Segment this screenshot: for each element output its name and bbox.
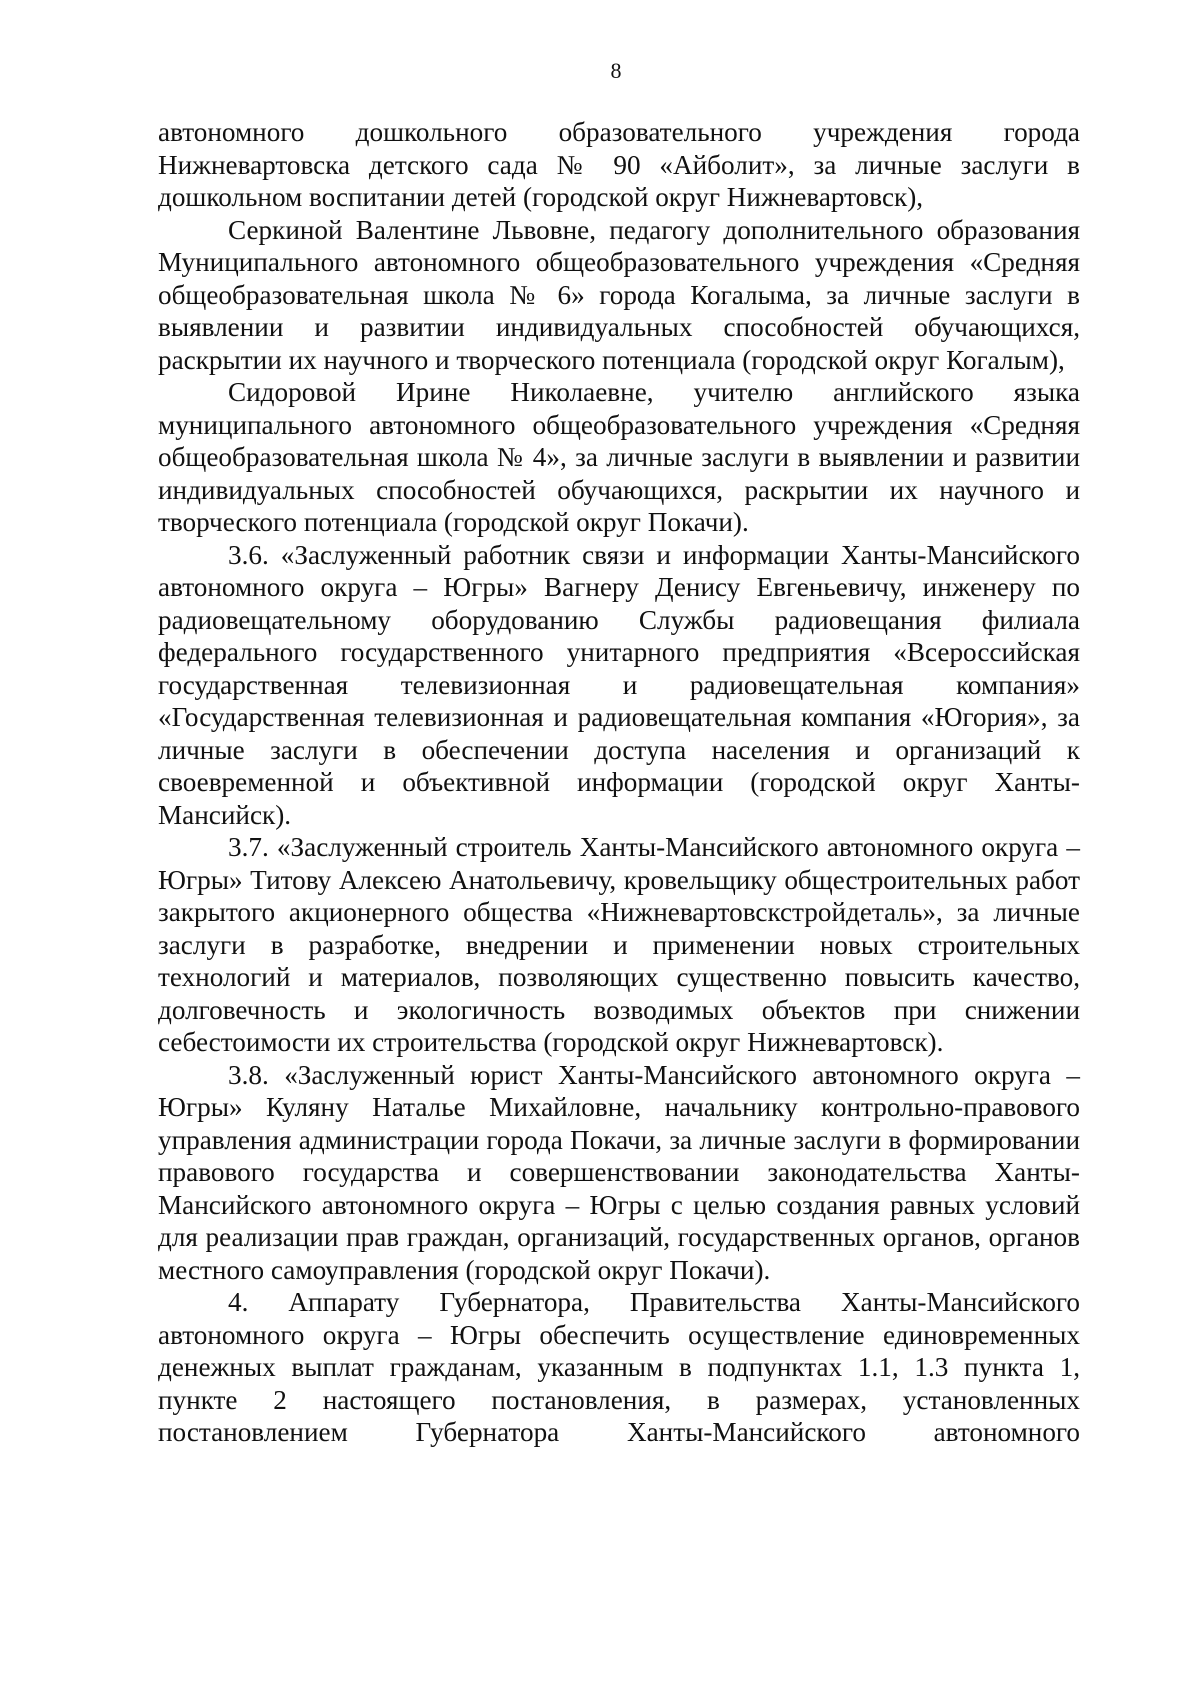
paragraph-sidorova: Сидоровой Ирине Николаевне, учителю английского языка муниципального автономного общеобразовательного учреждения «Средняя общеобразовательная школа № 4», за личные заслуги в выявлении и развитии индивидуальных способностей обучающихся, раскрытии их научного и творческого потенциала (городской округ Покачи). — [158, 377, 1080, 537]
paragraph-serkina: Серкиной Валентине Львовне, педагогу дополнительного образования Муниципального автономного общеобразовательного учреждения «Средняя общеобразовательная школа № 6» города Когалыма, за личные заслуги в выявлении и развитии индивидуальных способностей обучающихся, раскрытии их научного и творческого потенциала (городской округ Когалым), — [158, 214, 1080, 375]
document-body — [158, 116, 1080, 1449]
paragraph-3-6-communications-worker: 3.6. «Заслуженный работник связи и информации Ханты-Мансийского автономного округа – Югры» Вагнеру Денису Евгеньевичу, инженеру по радиовещательному оборудованию Службы радиовещания филиала федерального государственного унитарного предприятия «Всероссийская государственная телевизионная и радиовещательная компания» «Государственная телевизионная и радиовещательная компания «Югория», за личные заслуги в обеспечении доступа населения и организаций к своевременной и объективной информации (городской округ Ханты-Мансийск). — [158, 539, 1080, 830]
paragraph-aibolit-kindergarten: автономного дошкольного образовательного учреждения города Нижневартовска детского сада № 90 «Айболит», за личные заслуги в дошкольном воспитании детей (городской округ Нижневартовск), — [158, 117, 1080, 212]
page-number: 8 — [610, 58, 622, 83]
paragraph-3-8-lawyer: 3.8. «Заслуженный юрист Ханты-Мансийского автономного округа – Югры» Куляну Наталье Михайловне, начальнику контрольно-правового управления администрации города Покачи, за личные заслуги в формировании правового государства и совершенствовании законодательства Ханты-Мансийского автономного округа – Югры с целью создания равных условий для реализации прав граждан, организаций, государственных органов, органов местного самоуправления (городской округ Покачи). — [158, 1059, 1080, 1285]
paragraph-4-payments: 4. Аппарату Губернатора, Правительства Ханты-Мансийского автономного округа – Югры обеспечить осуществление единовременных денежных выплат гражданам, указанным в подпунктах 1.1, 1.3 пункта 1, пункте 2 настоящего постановления, в размерах, установленных постановлением Губернатора Ханты-Мансийского автономного — [158, 1287, 1080, 1447]
paragraph-3-7-builder: 3.7. «Заслуженный строитель Ханты-Мансийского автономного округа – Югры» Титову Алексею Анатольевичу, кровельщику общестроительных работ закрытого акционерного общества «Нижневартовскстройдеталь», за личные заслуги в разработке, внедрении и применении новых строительных технологий и материалов, позволяющих существенно повысить качество, долговечность и экологичность возводимых объектов при снижении себестоимости их строительства (городской округ Нижневартовск). — [158, 832, 1080, 1057]
